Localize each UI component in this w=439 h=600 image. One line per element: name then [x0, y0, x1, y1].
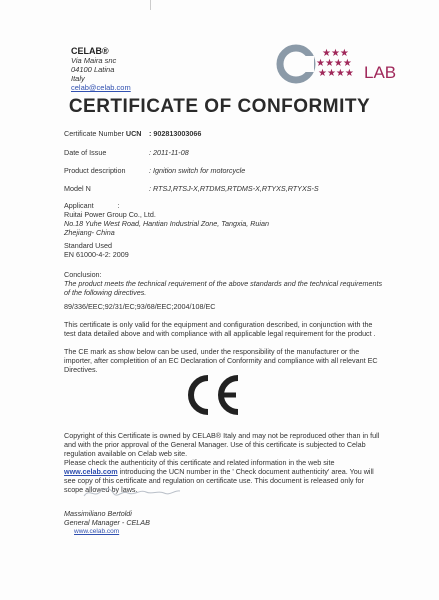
sender-address-line-2: 04100 Latina	[71, 65, 115, 74]
certificate-number-row	[64, 129, 201, 138]
logo-stars	[316, 48, 354, 79]
product-row	[64, 166, 245, 175]
applicant-colon: :	[117, 201, 120, 210]
signature-image	[82, 484, 182, 500]
sender-email-link[interactable]: celab@celab.com	[71, 83, 131, 92]
celab-logo	[276, 42, 406, 86]
check-url-link[interactable]: www.celab.com	[64, 467, 118, 476]
check-text-1: Please check the authenticity of this certificate and related information in the web site	[64, 458, 335, 467]
applicant-label: Applicant	[64, 201, 94, 210]
signer-name: Massimiliano Bertoldi	[64, 509, 132, 518]
signer-role: General Manager - CELAB	[64, 518, 150, 527]
svg-text:★★★★: ★★★★	[318, 68, 354, 79]
copyright-text: Copyright of this Certificate is owned by CELAB® Italy and may not be reproduced other than in full and with the prior approval of the General Manager. Use of this certificate is subjected to Celab regulation available on Celab web site.	[64, 431, 380, 458]
ce-statement: The CE mark as show below can be used, under the responsibility of the manufacturer or the importer, after completition of an EC Declaration of Conformity and compliance with all relevant EC Directives.	[64, 347, 378, 374]
sender-country: Italy	[71, 74, 85, 83]
product-label: Product description	[64, 166, 126, 175]
svg-text:★★★: ★★★	[322, 48, 349, 59]
conclusion-label: Conclusion:	[64, 270, 102, 279]
model-value: : RTSJ,RTSJ-X,RTDMS,RTDMS-X,RTYXS,RTYXS-S	[149, 184, 319, 193]
check-text-2: introducing the UCN number in the ' Check document authenticity' area. You will see copy of this certificate and regulation on certificate use. This document is released only for scope allowed by laws.	[64, 467, 374, 494]
page-title: CERTIFICATE OF CONFORMITY	[68, 96, 371, 117]
product-value: : Ignition switch for motorcycle	[149, 166, 246, 175]
signer-web-link[interactable]: www.celab.com	[74, 528, 120, 535]
conclusion-block	[64, 270, 384, 297]
applicant-address-1: No.18 Yuhe West Road, Hantian Industrial Zone, Tangxia, Ruian	[64, 219, 269, 228]
sender-address	[71, 47, 131, 92]
applicant-address-2: Zhejiang- China	[64, 228, 115, 237]
date-row	[64, 148, 189, 157]
standard-label: Standard Used	[64, 241, 112, 250]
validity-text: This certificate is only valid for the equipment and configuration described, in conjunction with the test data detailed above and with compliance with all applicable legal requirement for the product .	[64, 320, 376, 338]
certificate-number-label: Certificate Number	[64, 129, 124, 138]
standard-block	[64, 241, 384, 259]
sender-name: CELAB®	[71, 46, 109, 56]
applicant-company: Ruitai Power Group Co., Ltd.	[64, 210, 156, 219]
model-label: Model N	[64, 184, 91, 193]
directives-text: 89/336/EEC;92/31/EC;93/68/EEC;2004/108/EC	[64, 302, 216, 311]
certificate-number-value: : 902813003066	[149, 129, 202, 138]
date-label: Date of Issue	[64, 148, 107, 157]
fold-mark	[150, 0, 151, 10]
logo-text: LAB	[364, 63, 397, 82]
svg-text:★★★★: ★★★★	[316, 58, 352, 69]
sender-address-line-1: Via Maira snc	[71, 56, 117, 65]
ce-mark-icon	[184, 372, 244, 418]
ucn-label: UCN	[125, 129, 142, 138]
standard-value: EN 61000-4-2: 2009	[64, 250, 129, 259]
date-value: : 2011-11-08	[149, 148, 189, 157]
applicant-block	[64, 201, 384, 237]
conclusion-text: The product meets the technical requirement of the above standards and the technical requirements of the following directives.	[64, 279, 383, 297]
model-row	[64, 184, 319, 193]
signer-block	[64, 509, 150, 536]
